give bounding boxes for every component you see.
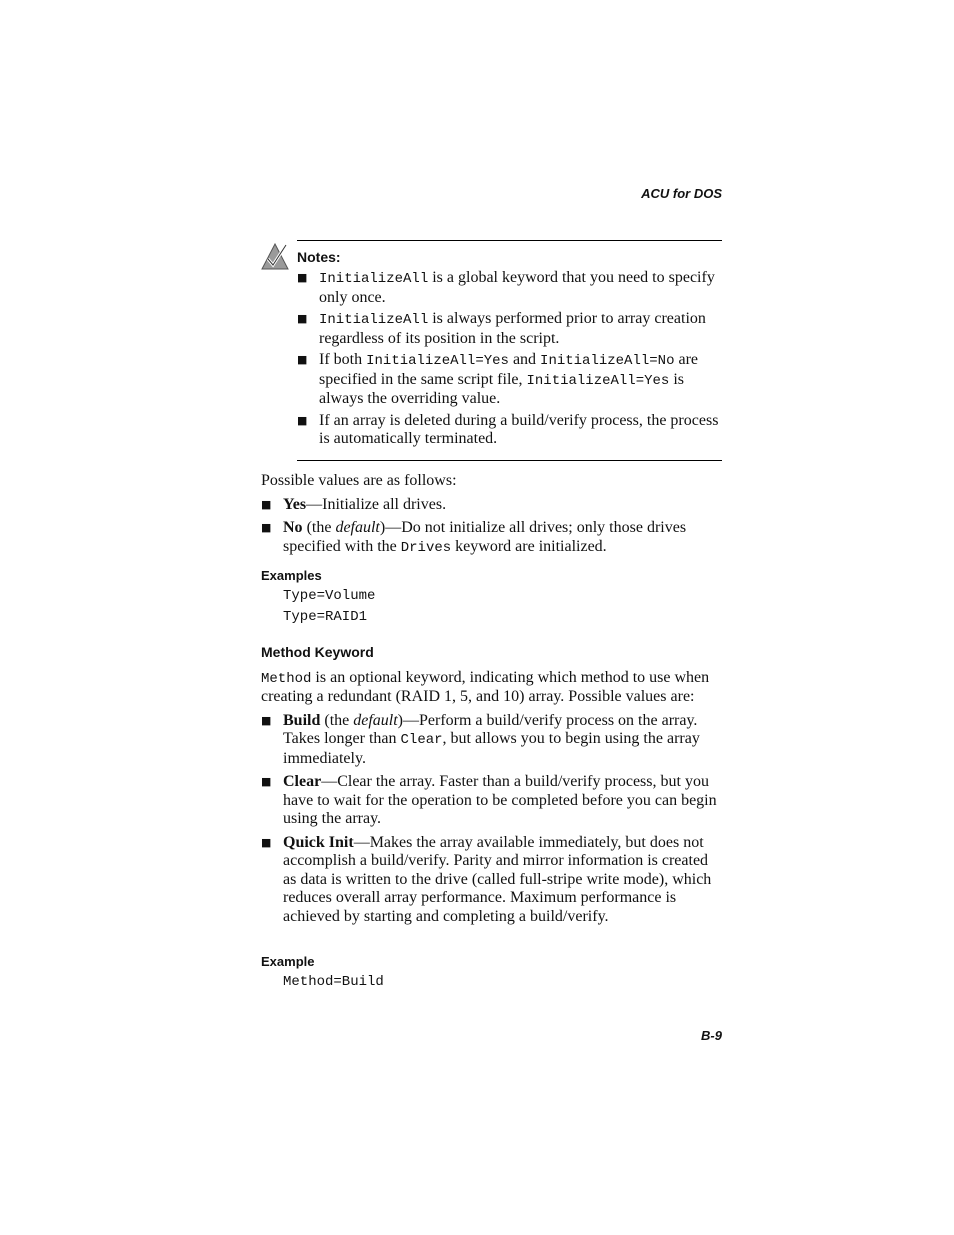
list-item: ■ Quick Init—Makes the array available immediately, but does not accomplish a build/verify. Parity and mirror information is created as data is written to the drive (called full-stripe write mode), which reduces overall array performance. Maximum performance is achieved by starting and completing a build/verify. (261, 834, 721, 927)
values-list (261, 496, 721, 558)
notes-title: Notes: (297, 249, 341, 265)
example-heading: Example (261, 954, 315, 969)
list-item: ■ InitializeAll is always performed prior to array creation regardless of its position in the script. (297, 310, 722, 348)
list-item: ■ If both InitializeAll=Yes and InitializeAll=No are specified in the same script file, InitializeAll=Yes is always the overriding value. (297, 351, 722, 409)
code-line: Method=Build (283, 973, 384, 990)
paragraph: Possible values are as follows: (261, 472, 457, 489)
code-line: Type=RAID1 (283, 608, 368, 625)
notes-box (297, 240, 722, 461)
list-item: ■ No (the default)—Do not initialize all drives; only those drives specified with the Drives keyword are initialized. (261, 519, 721, 557)
examples-section (261, 567, 721, 628)
notes-list (297, 269, 722, 449)
paragraph: Method is an optional keyword, indicating which method to use when creating a redundant (RAID 1, 5, and 10) array. Possible values are: (261, 668, 710, 705)
running-head: ACU for DOS (641, 186, 722, 201)
list-item: ■ InitializeAll is a global keyword that you need to specify only once. (297, 269, 722, 307)
page-number: B-9 (701, 1028, 722, 1043)
example-section (261, 953, 721, 993)
possible-values-section (261, 472, 721, 562)
list-item: ■ Build (the default)—Perform a build/verify process on the array. Takes longer than Clear, but allows you to begin using the array immediately. (261, 712, 721, 769)
examples-heading: Examples (261, 568, 322, 583)
method-section (261, 643, 721, 931)
code-line: Type=Volume (283, 587, 376, 604)
method-values-list (261, 712, 721, 927)
method-heading: Method Keyword (261, 644, 374, 660)
list-item: ■ Yes—Initialize all drives. (261, 496, 721, 515)
list-item: ■ Clear—Clear the array. Faster than a build/verify process, but you have to wait for the operation to be completed before you can begin using the array. (261, 773, 721, 829)
notes-pencil-icon (260, 241, 290, 271)
list-item: ■ If an array is deleted during a build/verify process, the process is automatically terminated. (297, 412, 722, 449)
